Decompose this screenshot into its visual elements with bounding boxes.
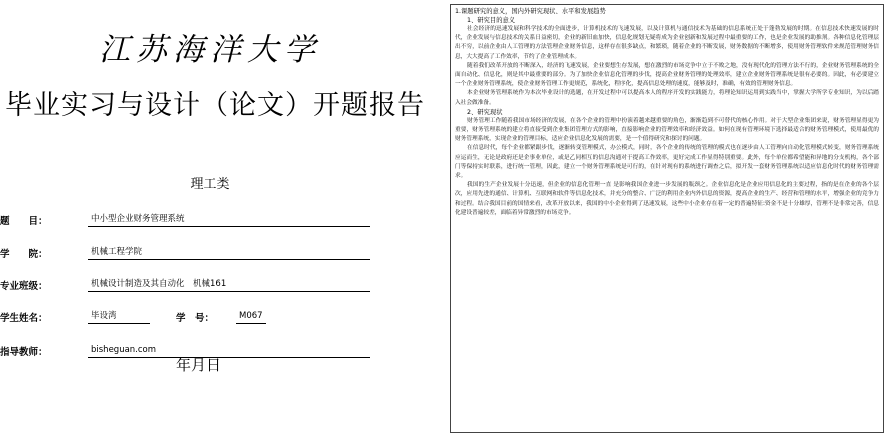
section-research-purpose-title: 1、研究目的意义 xyxy=(467,17,516,24)
topic-label: 题 目： xyxy=(0,216,48,227)
student-id-value: M067 xyxy=(236,308,266,324)
student-name-value: 毕设湾 xyxy=(88,308,150,324)
class-label: 专业班级： xyxy=(0,281,48,292)
paragraph-5: 在信息时代，每个企业都紧跟步伐，逐渐转变管理模式，办公模式，同时，各个企业的传统的管理的模式也在逐步由人工管理向自动化管理模式转变，财务管理系统应运而生，无论是政府还是企事业单位，或是乙同相互的信息沟通对于提高工作效率，更好完成工作显得特别重要。此外，每个单位都希望能和异地的分支机构，各个部门等保持实时联系，进行统一管理，因此，建立一个财务管理系统是可行的，在针对现有的系统进行调查之后，拟开发一套财务管理系统以适应信息化时代的财务管理需求。 xyxy=(455,145,879,180)
report-category: 理工类 xyxy=(190,177,230,192)
paragraph-6: 我国的生产企业发展十分迅速，但企业的信息化管理一直 是影响我国企业进一步发展的瓶颈之。企业信息化是企业应用信息化的主要过程，指的是在企业的各个层次，应用先进的通信、计算机、互联网和软件等信息化技术，并充分的整合、广泛的利用企业内外信息的资源，提高企业的生产、经营和管理的水平，增强企业的竞争力和过程。结合我国目前的国情来看，改革开放以来，我国的中小企业得到了迅速发展，这些中小企业存在着一定的普遍特征:资金不是十分雄厚，管理不是非常完善，信息化建设普遍较差，面临着异常激烈的市场竞争。 xyxy=(455,182,879,216)
class-value: 机械设计制造及其自动化 机械161 xyxy=(88,276,370,292)
student-name-label: 学生姓名： xyxy=(0,313,48,324)
paragraph-4: 财务管理工作随着我国市场经济的发展，在各个企业的管理中扮演着越来越重要的角色，渐渐趋到不可替代的核心作用。对于大型企业集团来说，财务管理显得更为重要，财务管理系统的建立将直接受到企业集团管理方式的影响，直接影响企业的管理效率和经济效益。如何在现有管理环境下选择最适合的财务管理模式，使用最优的财务管理系统，实现企业的管理目标，适应企业信息化发展的需要，是一个值得研究和探讨的问题。 xyxy=(455,117,879,143)
student-id-label: 学 号： xyxy=(176,313,215,324)
advisor-value: bisheguan.com xyxy=(88,342,370,358)
school-name: 江苏海洋大学 xyxy=(99,32,321,68)
report-date: 年月日 xyxy=(176,356,222,374)
proposal-document-page xyxy=(450,4,884,433)
topic-value: 中小型企业财务管理系统 xyxy=(88,211,370,227)
paragraph-1: 社会经济的迅速发展和科学技术的全面进步，计算机技术的飞速发展，以及计算机与通信技术为基础的信息系统正处于蓬勃发展的时期。在信息技术快速发展的时代，企业发展与信息技术的关系日益密切，企业的新旧血加快，信息化规划无疑将成为企业创新和发展过程中最重要的工作，也是企业发展的助推剂。各种信息化管理层出不穷，以前企业由人工管理的方法管理企业财务信息，这样存在很多缺点，和繁琐，随着企业的不断发展，财务数据的不断增多，使用财务管理软件来规范管理财务信息，大大提高了工作效率，节约了企业管理成本。 xyxy=(455,26,879,60)
college-value: 机械工程学院 xyxy=(88,244,370,260)
section-research-status-title: 2、研究现状 xyxy=(467,108,503,116)
paragraph-2: 随着我们改革开放的不断深入，经济的飞速发展，企业要想生存发展，想在激烈的市场竞争中立于不败之地，没有现代化的管理方法不行的，企业财务管理系统的全面自动化、信息化，则是其中最重要的部分。为了加快企业信息化管理的步伐，提高企业财务管理的处理效率，建立企业财务管理系统是很有必要的。因此，有必要建立一个企业财务管理系统，使企业财务管理工作更规范，系统化，程序化，提高信息处理的速度，能够及时，准确，有效的管理财务信息。 xyxy=(455,62,879,88)
report-title: 毕业实习与设计（论文）开题报告 xyxy=(5,90,425,121)
document-heading: 1.课题研究的意义，国内外研究现状、水平和发展趋势 xyxy=(455,8,606,15)
cover-page xyxy=(0,0,440,437)
college-label: 学 院： xyxy=(0,249,48,260)
paragraph-3: 本企业财务管理系统作为本次毕业设计的选题，在开发过程中可以提高本人的程序开发的实践能力，将理论知识运用到实践当中，掌握大学所学专业知识，为以后踏入社会做准备。 xyxy=(455,90,879,106)
advisor-label: 指导教师： xyxy=(0,347,48,358)
